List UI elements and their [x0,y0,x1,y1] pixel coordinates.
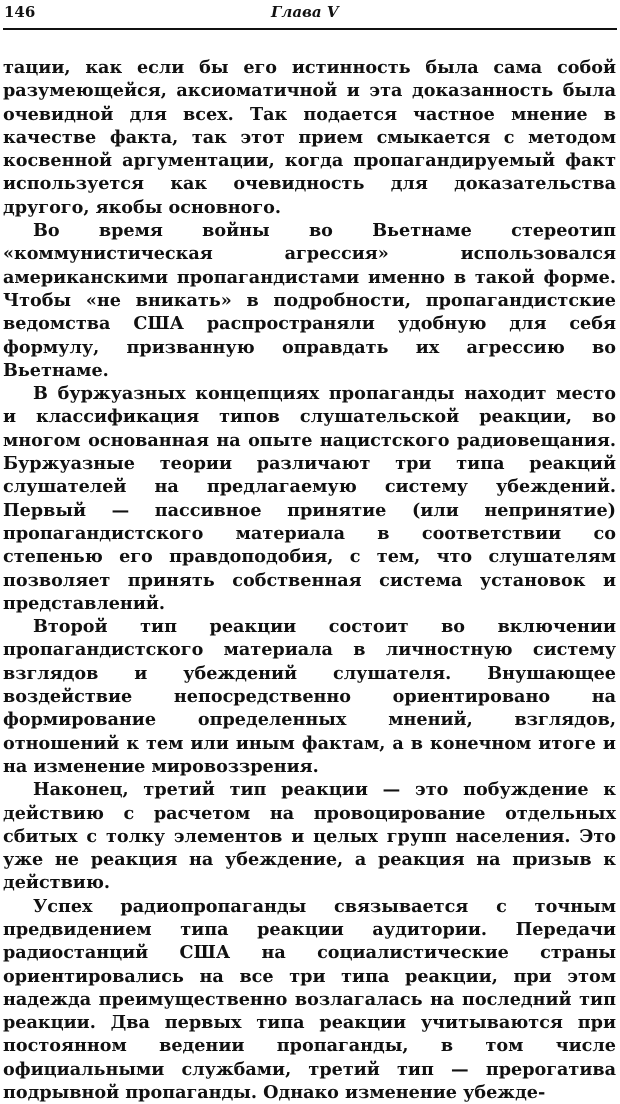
paragraph-6: Успех радиопропаганды связывается с точным предвидением типа реакции аудитории. Передачи радиостанций США на социалистические страны ориентировались на все три типа реакции, при этом надежда преимущественно возлагалась на последний тип реакции. Два первых типа реакции учитываются при постоянном ведении пропаганды, в том числе официальными службами, третий тип — прерогатива подрывной пропаганды. Однако изменение убежде- [3,895,616,1104]
paragraph-4: Второй тип реакции состоит во включении пропагандистского материала в личностную систему взглядов и убеждений слушателя. Внушающее воздействие непосредственно ориентировано на формирование определенных мнений, взглядов, отношений к тем или иным фактам, а в конечном итоге и на изменение мировоззрения. [3,616,616,777]
page-number: 146 [4,3,36,21]
body-text [3,56,616,1104]
chapter-title: Глава V [271,3,339,21]
paragraph-2: Во время войны во Вьетнаме стереотип «коммунистическая агрессия» использовался американскими пропагандистами именно в такой форме. Чтобы «не вникать» в подробности, пропагандистские ведомства США распространяли удобную для себя формулу, призванную оправдать их агрессию во Вьетнаме. [3,220,616,381]
running-head [3,0,617,30]
paragraph-5: Наконец, третий тип реакции — это побуждение к действию с расчетом на провоцирование отдельных сбитых с толку элементов и целых групп населения. Это уже не реакция на убеждение, а реакция на призыв к действию. [3,779,616,894]
paragraph-3: В буржуазных концепциях пропаганды находит место и классификация типов слушательской реакции, во многом основанная на опыте нацистского радиовещания. Буржуазные теории различают три типа реакций слушателей на предлагаемую систему убеждений. Первый — пассивное принятие (или непринятие) пропагандистского материала в соответствии со степенью его правдоподобия, с тем, что слушателям позволяет принять собственная система установок и представлений. [3,383,616,614]
paragraph-1: тации, как если бы его истинность была сама собой разумеющейся, аксиоматичной и эта доказанность была очевидной для всех. Так подается частное мнение в качестве факта, так этот прием смыкается с методом косвенной аргументации, когда пропагандируемый факт используется как очевидность для доказательства другого, якобы основного. [3,57,616,218]
